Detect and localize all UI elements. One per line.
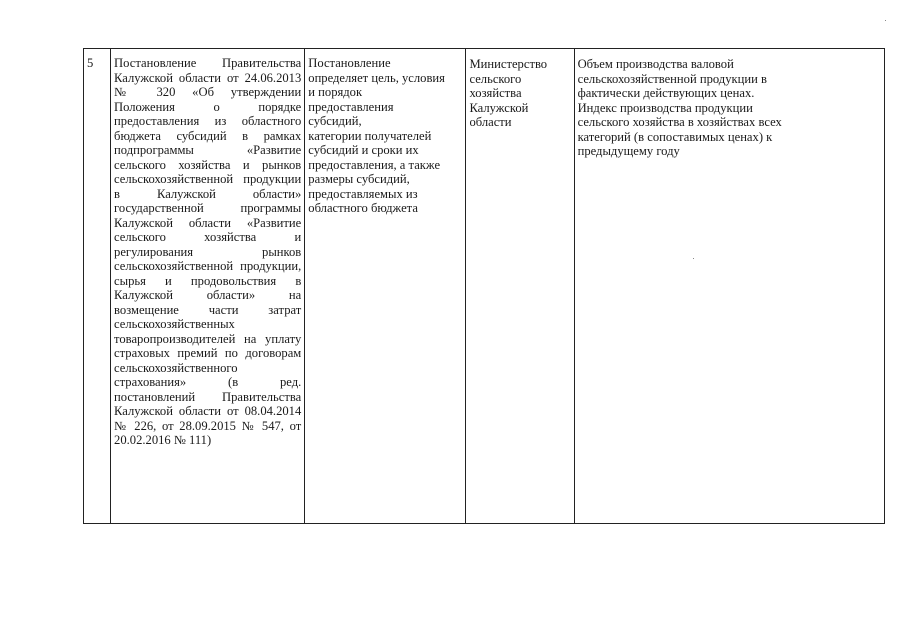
scan-speck [693,258,694,259]
row-number: 5 [87,56,94,70]
table-row [84,49,885,524]
organization-cell [466,49,574,524]
indicators-cell [574,49,884,524]
description-cell [305,49,466,524]
document-table [83,48,885,524]
indicators-text: Объем производства валовой сельскохозяйственной продукции в фактически действующих ценах. Индекс производства продукции сельского хозяйства в хозяйствах всех категорий (в сопоставимых ценах) к предыдущему году [577,57,782,158]
document-title: Постановление Правительства Калужской области от 24.06.2013 № 320 «Об утверждении Положения о порядке предоставления из областного бюджета субсидий в рамках подпрограммы «Развитие сельского хозяйства и рынков сельскохозяйственной продукции в Калужской области» государственной программы Калужской области «Развитие сельского хозяйства и регулирования рынков сельскохозяйственной продукции, сырья и продовольствия в Калужской области» на возмещение части затрат сельскохозяйственных товаропроизводителей на уплату страховых премий по договорам сельскохозяйственного страхования» (в ред. постановлений Правительства Калужской области от 08.04.2014 № 226, от 28.09.2015 № 547, от 20.02.2016 № 111) [114,56,302,447]
organization-name: Министерство сельского хозяйства Калужской области [469,57,548,129]
row-number-cell [84,49,111,524]
description-text: Постановление определяет цель, условия и порядок предоставления субсидий, категории получателей субсидий и сроки их предоставления, а также размеры субсидий, предоставляемых из областного бюджета [308,56,445,215]
scan-speck [885,20,886,21]
document-title-cell [111,49,305,524]
